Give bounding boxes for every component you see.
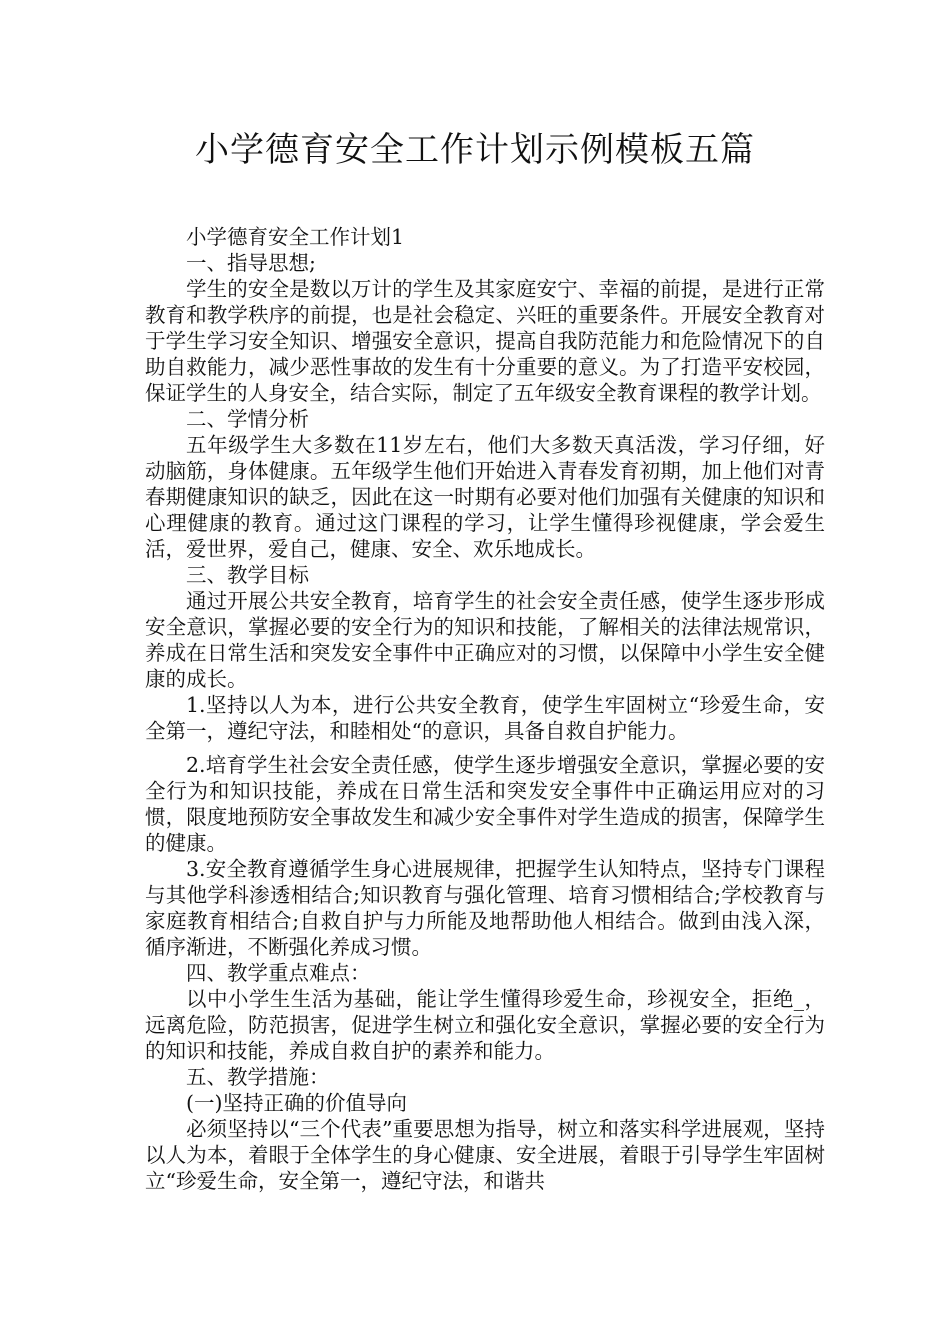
paragraph-key-points: 以中小学生生活为基础，能让学生懂得珍爱生命，珍视安全，拒绝_，远离危险，防范损害，促进学生树立和强化安全意识，掌握必要的安全行为的知识和技能，养成自救自护的素养和能力。: [145, 987, 825, 1063]
subsection-heading-value-orientation: (一)坚持正确的价值导向: [186, 1091, 407, 1115]
paragraph-teaching-goals: 通过开展公共安全教育，培育学生的社会安全责任感，使学生逐步形成安全意识，掌握必要的安全行为的知识和技能，了解相关的法律法规常识，养成在日常生活和突发安全事件中正确应对的习惯，以保障中小学生安全健康的成长。: [145, 589, 825, 691]
list-item-goal-1: 1.坚持以人为本，进行公共安全教育，使学生牢固树立“珍爱生命，安全第一，遵纪守法，和睦相处“的意识，具备自救自护能力。: [145, 693, 825, 743]
section-heading-plan-1: 小学德育安全工作计划1: [186, 225, 405, 249]
list-item-goal-2: 2.培育学生社会安全责任感，使学生逐步增强安全意识，掌握必要的安全行为和知识技能，养成在日常生活和突发安全事件中正确运用应对的习惯，限度地预防安全事故发生和减少安全事件对学生造成的损害，保障学生的健康。: [145, 753, 825, 855]
paragraph-value-orientation: 必须坚持以“三个代表”重要思想为指导，树立和落实科学进展观，坚持以人为本，着眼于全体学生的身心健康、安全进展，着眼于引导学生牢固树立“珍爱生命，安全第一，遵纪守法，和谐共: [145, 1117, 825, 1193]
document-body: [145, 224, 825, 1194]
paragraph-guiding-ideology: 学生的安全是数以万计的学生及其家庭安宁、幸福的前提，是进行正常教育和教学秩序的前提，也是社会稳定、兴旺的重要条件。开展安全教育对于学生学习安全知识、增强安全意识，提高自我防范能力和危险情况下的自助自救能力，减少恶性事故的发生有十分重要的意义。为了打造平安校园，保证学生的人身安全，结合实际，制定了五年级安全教育课程的教学计划。: [145, 277, 825, 405]
list-item-goal-3: 3.安全教育遵循学生身心进展规律，把握学生认知特点，坚持专门课程与其他学科渗透相结合;知识教育与强化管理、培育习惯相结合;学校教育与家庭教育相结合;自救自护与力所能及地帮助他人相结合。做到由浅入深，循序渐进，不断强化养成习惯。: [145, 857, 825, 959]
section-heading-guiding-ideology: 一、指导思想;: [186, 251, 316, 275]
paragraph-student-analysis: 五年级学生大多数在11岁左右，他们大多数天真活泼，学习仔细，好动脑筋，身体健康。五年级学生他们开始进入青春发育初期，加上他们对青春期健康知识的缺乏，因此在这一时期有必要对他们加强有关健康的知识和心理健康的教育。通过这门课程的学习，让学生懂得珍视健康，学会爱生活，爱世界，爱自己，健康、安全、欢乐地成长。: [145, 433, 825, 561]
section-heading-teaching-goals: 三、教学目标: [186, 563, 309, 587]
section-heading-student-analysis: 二、学情分析: [186, 407, 309, 431]
section-heading-key-points: 四、教学重点难点：: [186, 961, 371, 985]
document-title: 小学德育安全工作计划示例模板五篇: [195, 130, 755, 170]
section-heading-teaching-measures: 五、教学措施：: [186, 1065, 330, 1089]
